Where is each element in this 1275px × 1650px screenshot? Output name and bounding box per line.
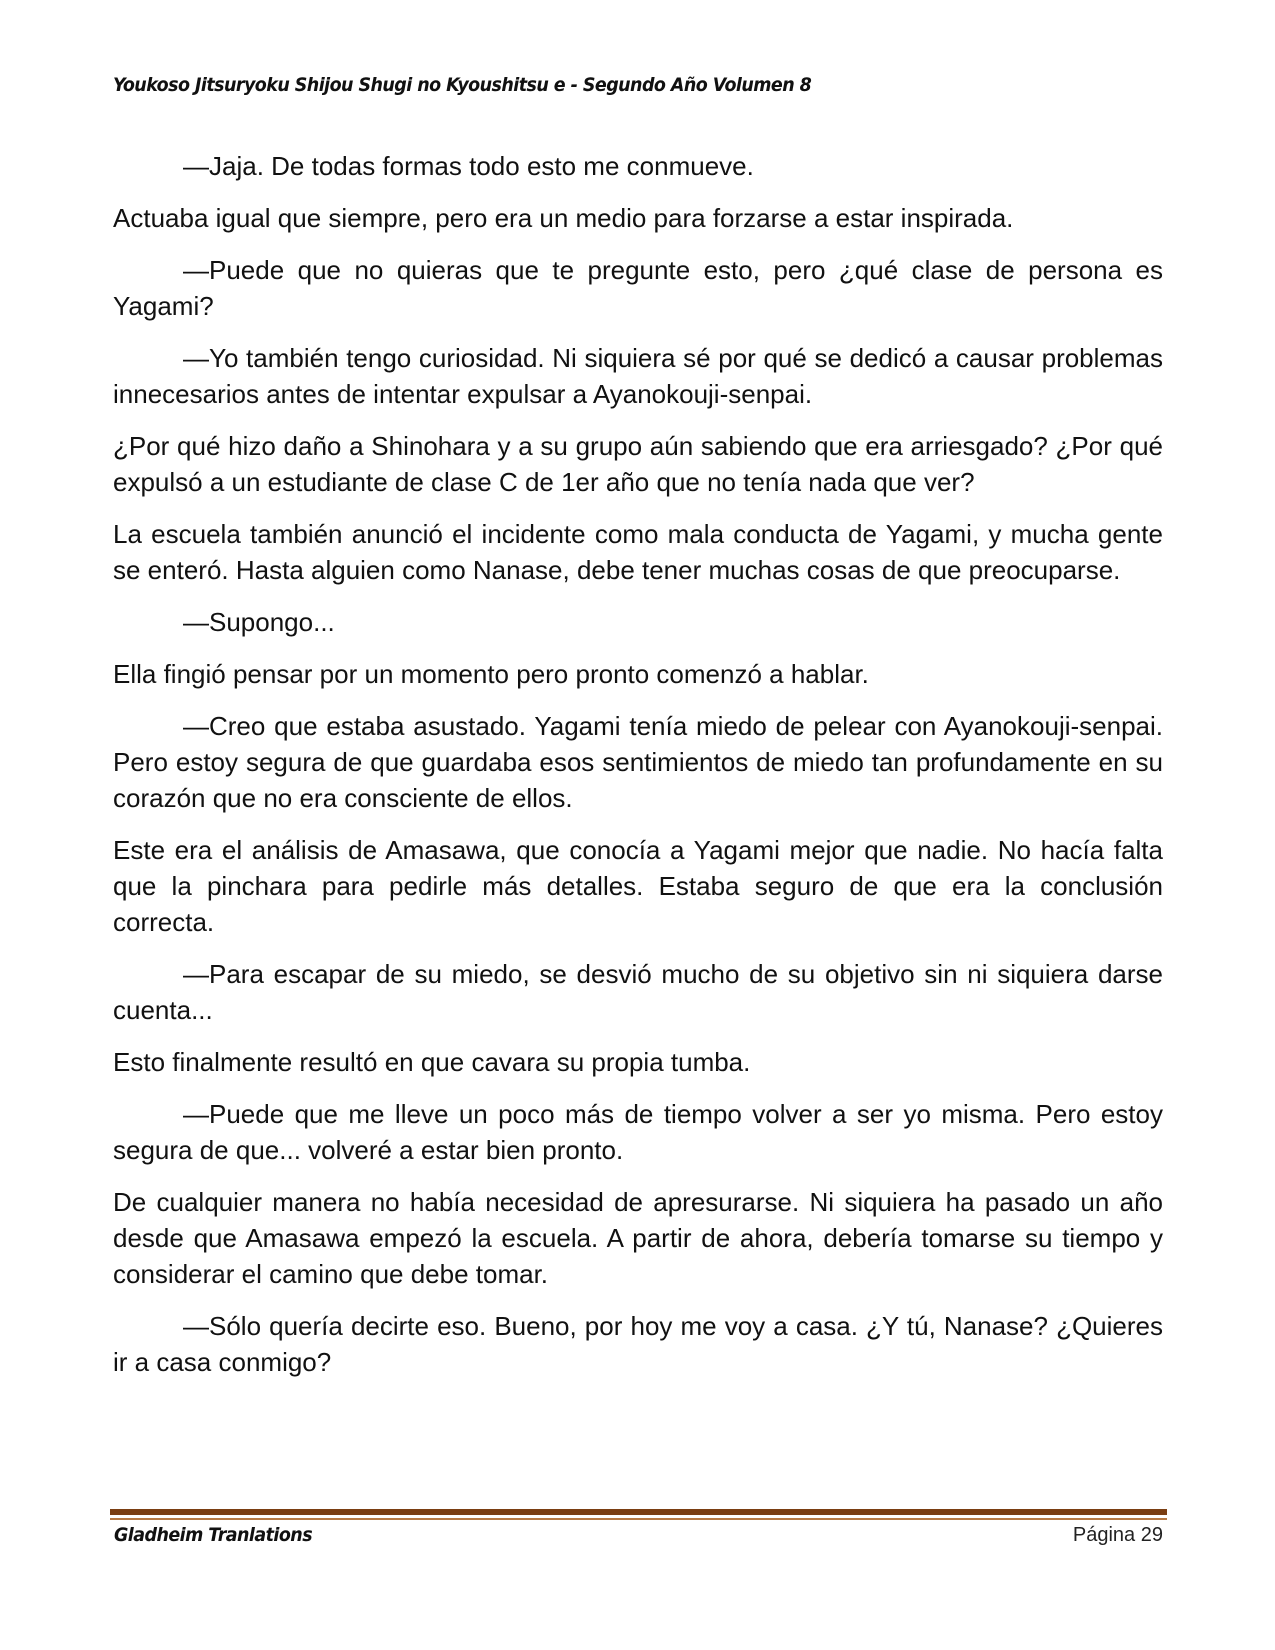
paragraph: —Sólo quería decirte eso. Bueno, por hoy me voy a casa. ¿Y tú, Nanase? ¿Quieres ir a casa conmigo? — [113, 1311, 1163, 1377]
paragraph: Ella fingió pensar por un momento pero pronto comenzó a hablar. — [113, 659, 869, 689]
paragraph: De cualquier manera no había necesidad de apresurarse. Ni siquiera ha pasado un año desde que Amasawa empezó la escuela. A partir de ahora, debería tomarse su tiempo y considerar el camino que debe tomar. — [113, 1187, 1163, 1289]
paragraph: Actuaba igual que siempre, pero era un medio para forzarse a estar inspirada. — [113, 203, 1014, 233]
paragraph: —Puede que me lleve un poco más de tiempo volver a ser yo misma. Pero estoy segura de que... volveré a estar bien pronto. — [113, 1099, 1163, 1165]
paragraph: Este era el análisis de Amasawa, que conocía a Yagami mejor que nadie. No hacía falta que la pinchara para pedirle más detalles. Estaba seguro de que era la conclusión correcta. — [113, 835, 1163, 937]
paragraph: Esto finalmente resultó en que cavara su propia tumba. — [113, 1047, 751, 1077]
page-number-value: 29 — [1140, 1524, 1163, 1546]
paragraph: La escuela también anunció el incidente como mala conducta de Yagami, y mucha gente se enteró. Hasta alguien como Nanase, debe tener muchas cosas de que preocuparse. — [113, 519, 1163, 585]
paragraph: —Para escapar de su miedo, se desvió mucho de su objetivo sin ni siquiera darse cuenta... — [113, 959, 1163, 1025]
paragraph: —Jaja. De todas formas todo esto me conmueve. — [183, 151, 754, 181]
page-number — [1073, 1524, 1163, 1547]
running-header: Youkoso Jitsuryoku Shijou Shugi no Kyoushitsu e - Segundo Año Volumen 8 — [113, 74, 812, 96]
paragraph: ¿Por qué hizo daño a Shinohara y a su grupo aún sabiendo que era arriesgado? ¿Por qué expulsó a un estudiante de clase C de 1er año que no tenía nada que ver? — [113, 431, 1163, 497]
footer-rule-thin — [110, 1518, 1167, 1520]
footer-credit: Gladheim Tranlations — [114, 1524, 313, 1546]
footer-rule — [110, 1509, 1167, 1515]
page-label: Página — [1072, 1524, 1136, 1546]
paragraph: —Supongo... — [183, 607, 335, 637]
paragraph: —Creo que estaba asustado. Yagami tenía miedo de pelear con Ayanokouji-senpai. Pero estoy segura de que guardaba esos sentimientos de miedo tan profundamente en su corazón que no era consciente de ellos. — [113, 711, 1163, 813]
paragraph: —Yo también tengo curiosidad. Ni siquiera sé por qué se dedicó a causar problemas innecesarios antes de intentar expulsar a Ayanokouji-senpai. — [113, 343, 1163, 409]
paragraph: —Puede que no quieras que te pregunte esto, pero ¿qué clase de persona es Yagami? — [113, 255, 1163, 321]
page-body — [113, 148, 1163, 1396]
